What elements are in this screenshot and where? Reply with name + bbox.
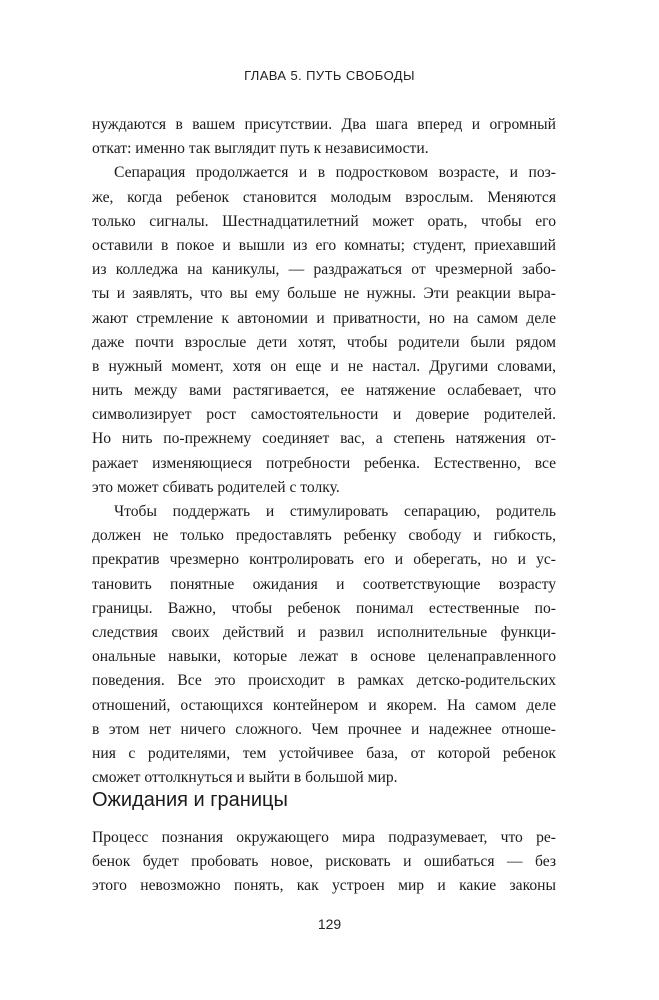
text-line: Но нить по-прежнему соединяет вас, а степень натяжения от- <box>92 430 556 448</box>
text-line: откат: именно так выглядит путь к независимости. <box>92 140 429 158</box>
text-line: в этом нет ничего сложного. Чем прочнее и надежнее отноше- <box>92 720 556 738</box>
text-line: нить между вами растягивается, ее натяжение ослабевает, что <box>92 382 556 400</box>
page-number: 129 <box>317 916 342 932</box>
text-line: ты и заявлять, что вы ему больше не нужны. Эти реакции выра- <box>92 285 556 303</box>
running-head: ГЛАВА 5. ПУТЬ СВОБОДЫ <box>244 68 415 83</box>
text-line: сможет оттолкнуться и выйти в большой мир. <box>92 769 398 787</box>
text-line: границы. Важно, чтобы ребенок понимал естественные по- <box>92 599 556 617</box>
text-line: Процесс познания окружающего мира подразумевает, что ре- <box>92 829 556 846</box>
text-line: жают стремление к автономии и приватности, но на самом деле <box>92 309 556 327</box>
section-text <box>92 826 556 899</box>
text-line: этого невозможно понять, как устроен мир и какие законы <box>92 877 556 895</box>
text-line: ражает изменяющиеся потребности ребенка. Естественно, все <box>92 454 556 472</box>
text-line: тановить понятные ожидания и соответствующие возрасту <box>92 575 556 593</box>
text-line: же, когда ребенок становится молодым взрослым. Меняются <box>92 188 556 206</box>
text-line: Сепарация продолжается и в подростковом возрасте, и поз- <box>114 164 556 182</box>
text-line: даже почти взрослые дети хотят, чтобы родители были рядом <box>92 333 556 351</box>
text-line: оставили в покое и вышли из его комнаты; студент, приехавший <box>92 236 556 254</box>
text-line: только сигналы. Шестнадцатилетний может орать, чтобы его <box>92 212 556 230</box>
text-line: символизирует рост самостоятельности и доверие родителей. <box>92 406 556 424</box>
text-line: Чтобы поддержать и стимулировать сепарацию, родитель <box>114 503 556 520</box>
text-line: поведения. Все это происходит в рамках детско-родительских <box>92 672 556 690</box>
paragraph <box>92 161 556 500</box>
text-line: ональные навыки, которые лежат в основе целенаправленного <box>92 648 556 666</box>
text-line: из колледжа на каникулы, — раздражаться от чрезмерной забо- <box>92 261 556 279</box>
body-text <box>92 113 556 790</box>
section-heading: Ожидания и границы <box>92 789 288 811</box>
text-line: это может сбивать родителей с толку. <box>92 478 340 496</box>
paragraph <box>92 113 556 161</box>
text-line: в нужный момент, хотя он еще и не настал. Другими словами, <box>92 357 556 375</box>
text-line: следствия своих действий и развил исполнительные функци- <box>92 623 556 641</box>
text-line: ния с родителями, тем устойчивее база, от которой ребенок <box>92 744 556 762</box>
text-line: отношений, остающихся контейнером и якорем. На самом деле <box>92 696 556 714</box>
text-line: прекратив чрезмерно контролировать его и оберегать, но и ус- <box>92 551 556 569</box>
text-line: нуждаются в вашем присутствии. Два шага вперед и огромный <box>92 116 556 133</box>
text-line: бенок будет пробовать новое, рисковать и ошибаться — без <box>92 853 556 871</box>
paragraph <box>92 500 556 790</box>
text-line: должен не только предоставлять ребенку свободу и гибкость, <box>92 527 556 545</box>
